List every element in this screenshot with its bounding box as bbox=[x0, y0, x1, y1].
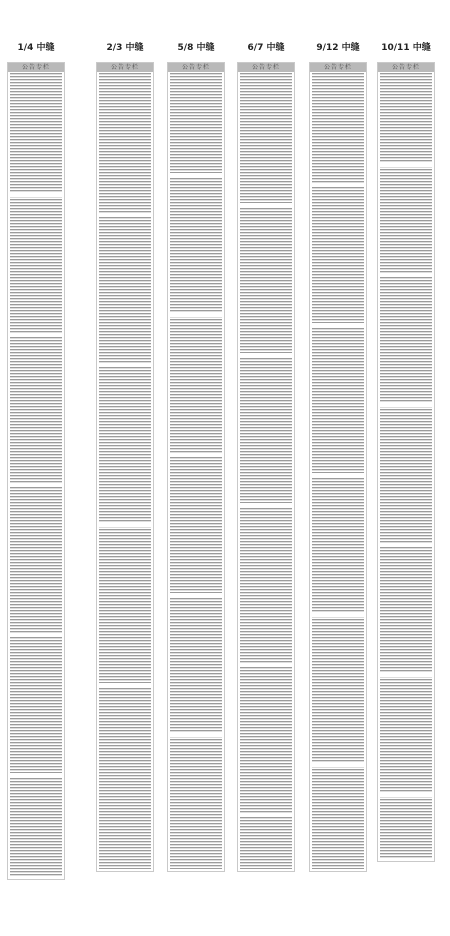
column-2-3 bbox=[96, 0, 154, 936]
strip-text-body bbox=[170, 73, 222, 869]
strip-header: 公告专栏 bbox=[238, 63, 294, 72]
announcement-strip bbox=[7, 62, 65, 880]
column-title: 9/12 中缝 bbox=[316, 43, 360, 53]
strip-header: 公告专栏 bbox=[8, 63, 64, 72]
announcement-strip bbox=[237, 62, 295, 872]
column-5-8 bbox=[167, 0, 225, 936]
announcement-strip bbox=[96, 62, 154, 872]
announcement-strip bbox=[309, 62, 367, 872]
strip-text-body bbox=[240, 73, 292, 869]
column-title: 5/8 中缝 bbox=[177, 43, 215, 53]
strip-header: 公告专栏 bbox=[310, 63, 366, 72]
announcement-strip bbox=[377, 62, 435, 862]
column-title: 2/3 中缝 bbox=[106, 43, 144, 53]
column-10-11 bbox=[377, 0, 435, 936]
strip-text-body bbox=[99, 73, 151, 869]
strip-text-body bbox=[312, 73, 364, 869]
strip-header: 公告专栏 bbox=[97, 63, 153, 72]
column-9-12 bbox=[309, 0, 367, 936]
column-title: 6/7 中缝 bbox=[247, 43, 285, 53]
announcement-strip bbox=[167, 62, 225, 872]
column-title: 1/4 中缝 bbox=[17, 43, 55, 53]
strip-header: 公告专栏 bbox=[168, 63, 224, 72]
strip-text-body bbox=[380, 73, 432, 859]
column-title: 10/11 中缝 bbox=[381, 43, 431, 53]
column-6-7 bbox=[237, 0, 295, 936]
column-1-4 bbox=[7, 0, 65, 936]
strip-header: 公告专栏 bbox=[378, 63, 434, 72]
strip-text-body bbox=[10, 73, 62, 877]
